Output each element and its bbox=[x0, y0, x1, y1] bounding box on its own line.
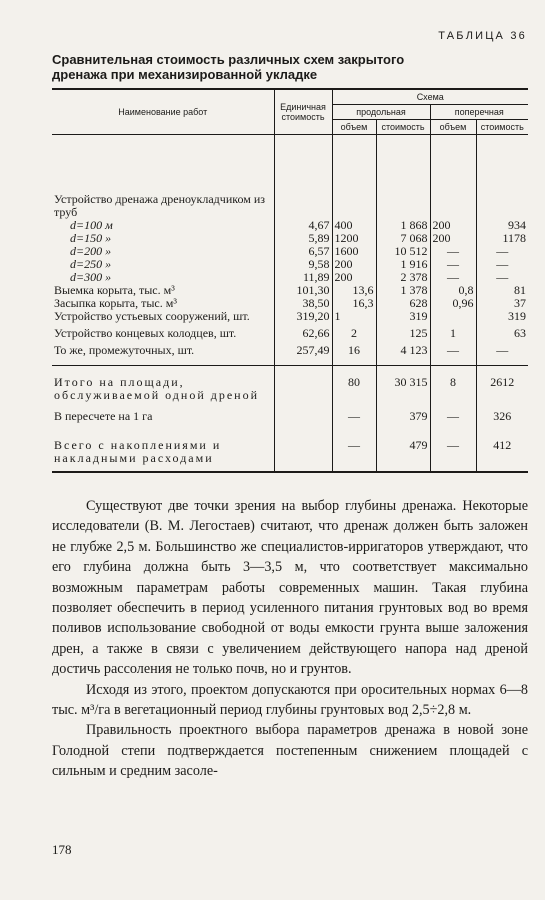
row-long-volume: 2 bbox=[332, 323, 376, 340]
table-total-row bbox=[52, 423, 528, 472]
total-long-cost: 479 bbox=[376, 423, 430, 472]
row-long-volume: 1 bbox=[332, 310, 376, 323]
row-long-volume: 200 bbox=[332, 258, 376, 271]
total-trans-volume: 8 bbox=[430, 366, 476, 403]
header-long-volume: объем bbox=[332, 120, 376, 135]
row-unit-cost: 101,30 bbox=[274, 284, 332, 297]
row-trans-volume: — bbox=[430, 340, 476, 366]
total-long-volume: — bbox=[332, 402, 376, 423]
row-unit-cost: 5,89 bbox=[274, 232, 332, 245]
row-long-cost: 1 916 bbox=[376, 258, 430, 271]
row-name: Устройство устьевых сооружений, шт. bbox=[54, 309, 250, 323]
page-number: 178 bbox=[52, 842, 72, 857]
row-long-cost: 319 bbox=[376, 310, 430, 323]
table-title bbox=[52, 52, 512, 82]
header-trans-volume: объем bbox=[430, 120, 476, 135]
row-long-volume: 16,3 bbox=[332, 297, 376, 310]
table-title-line-1: Сравнительная стоимость различных схем закрытого bbox=[52, 52, 405, 67]
table-total-row bbox=[52, 366, 528, 403]
row-name: d=200 » bbox=[70, 244, 112, 258]
row-long-cost: 10 512 bbox=[376, 245, 430, 258]
total-name: В пересчете на 1 га bbox=[54, 409, 153, 423]
row-long-volume: 400 bbox=[332, 219, 376, 232]
row-long-cost: 125 bbox=[376, 323, 430, 340]
row-trans-cost bbox=[476, 135, 528, 220]
row-long-volume: 1600 bbox=[332, 245, 376, 258]
table-title-line-2: дренажа при механизированной укладке bbox=[52, 67, 318, 82]
row-trans-volume: 0,96 bbox=[430, 297, 476, 310]
total-trans-cost: 2612 bbox=[476, 366, 528, 403]
row-trans-cost: 81 bbox=[476, 284, 528, 297]
row-long-cost: 1 378 bbox=[376, 284, 430, 297]
total-long-volume: 80 bbox=[332, 366, 376, 403]
total-trans-cost: 412 bbox=[476, 423, 528, 472]
table-number-label: ТАБЛИЦА 36 bbox=[438, 30, 527, 42]
total-unit-cost bbox=[274, 423, 332, 472]
row-unit-cost: 11,89 bbox=[274, 271, 332, 284]
total-unit-cost bbox=[274, 366, 332, 403]
table-total-row bbox=[52, 402, 528, 423]
header-longitudinal: продольная bbox=[332, 105, 430, 120]
total-name bbox=[52, 423, 274, 472]
paragraph: Правильность проектного выбора параметров дренажа в новой зоне Голодной степи подтверждается постепенным снижением площадей с сильным и средним засоле- bbox=[52, 722, 528, 780]
header-work-name: Наименование работ bbox=[52, 89, 274, 135]
row-name: Устройство концевых колодцев, шт. bbox=[54, 326, 237, 340]
table-row bbox=[52, 219, 528, 232]
row-unit-cost: 4,67 bbox=[274, 219, 332, 232]
row-long-volume: 1200 bbox=[332, 232, 376, 245]
paragraph: Исходя из этого, проектом допускаются при оросительных нормах 6—8 тыс. м³/га в вегетационный период глубины грунтовых вод 2,5÷2,8 м. bbox=[52, 681, 528, 719]
row-trans-cost: 37 bbox=[476, 297, 528, 310]
total-unit-cost bbox=[274, 402, 332, 423]
row-name: Устройство дренажа дреноукладчиком из труб bbox=[54, 192, 265, 219]
row-trans-volume: 0,8 bbox=[430, 284, 476, 297]
total-long-cost: 30 315 bbox=[376, 366, 430, 403]
row-long-cost: 1 868 bbox=[376, 219, 430, 232]
row-trans-cost: — bbox=[476, 271, 528, 284]
row-name: d=150 » bbox=[70, 231, 112, 245]
row-unit-cost: 9,58 bbox=[274, 258, 332, 271]
row-name: d=100 м bbox=[70, 218, 113, 232]
row-unit-cost: 62,66 bbox=[274, 323, 332, 340]
row-unit-cost: 257,49 bbox=[274, 340, 332, 366]
paragraph: Существуют две точки зрения на выбор глубины дренажа. Некоторые исследователи (В. М. Легостаев) считают, что дренаж должен быть заложен не глубже 2,5 м. Большинство же специалистов-ирригаторов утверждают, что его глубина должна быть 3—3,5 м, что соответствует максимально возможным параметрам работы современных машин. Такая глубина позволяет обеспечить в период усиленного питания грунтовых вод во время поливов использование свободной от воды емкости грунта выше заложения дрен, а также в связи с увеличением действующего напора над дреной достичь рассоления не только почв, но и грунтов. bbox=[52, 498, 528, 678]
row-long-cost bbox=[376, 135, 430, 220]
row-trans-cost: 63 bbox=[476, 323, 528, 340]
row-trans-volume: 200 bbox=[430, 219, 476, 232]
table-row bbox=[52, 340, 528, 366]
row-unit-cost: 38,50 bbox=[274, 297, 332, 310]
row-trans-volume: 200 bbox=[430, 232, 476, 245]
row-name: То же, промежуточных, шт. bbox=[54, 343, 195, 357]
table-row bbox=[52, 135, 528, 220]
row-unit-cost: 319,20 bbox=[274, 310, 332, 323]
row-trans-volume: 1 bbox=[430, 323, 476, 340]
row-trans-cost: — bbox=[476, 245, 528, 258]
row-trans-volume bbox=[430, 135, 476, 220]
total-long-cost: 379 bbox=[376, 402, 430, 423]
table-row bbox=[52, 310, 528, 323]
table-row bbox=[52, 323, 528, 340]
total-trans-volume: — bbox=[430, 423, 476, 472]
row-long-volume bbox=[332, 135, 376, 220]
row-long-cost: 2 378 bbox=[376, 271, 430, 284]
row-name: d=250 » bbox=[70, 257, 112, 271]
row-trans-cost: 319 bbox=[476, 310, 528, 323]
header-transverse: поперечная bbox=[430, 105, 528, 120]
total-trans-volume: — bbox=[430, 402, 476, 423]
row-unit-cost: 6,57 bbox=[274, 245, 332, 258]
row-long-cost: 628 bbox=[376, 297, 430, 310]
header-unit-cost: Единичная стоимость bbox=[274, 89, 332, 135]
total-name-text: Всего с накоплениями и накладными расходами bbox=[54, 438, 222, 465]
row-trans-cost: 934 bbox=[476, 219, 528, 232]
row-trans-cost: 1178 bbox=[476, 232, 528, 245]
row-trans-cost: — bbox=[476, 340, 528, 366]
row-name: Засыпка корыта, тыс. м³ bbox=[54, 296, 177, 310]
total-name bbox=[52, 366, 274, 403]
row-long-cost: 7 068 bbox=[376, 232, 430, 245]
total-long-volume: — bbox=[332, 423, 376, 472]
row-long-volume: 13,6 bbox=[332, 284, 376, 297]
row-trans-volume: — bbox=[430, 245, 476, 258]
cost-comparison-table bbox=[52, 88, 528, 473]
header-long-cost: стоимость bbox=[376, 120, 430, 135]
row-long-cost: 4 123 bbox=[376, 340, 430, 366]
row-long-volume: 16 bbox=[332, 340, 376, 366]
header-scheme: Схема bbox=[332, 89, 528, 105]
header-trans-cost: стоимость bbox=[476, 120, 528, 135]
row-name: d=300 » bbox=[70, 270, 112, 284]
row-long-volume: 200 bbox=[332, 271, 376, 284]
body-text bbox=[52, 496, 528, 782]
total-name-text: Итого на площади, обслуживаемой одной дреной bbox=[54, 375, 260, 402]
row-unit-cost bbox=[274, 135, 332, 220]
row-trans-volume: — bbox=[430, 271, 476, 284]
total-trans-cost: 326 bbox=[476, 402, 528, 423]
row-trans-volume: — bbox=[430, 258, 476, 271]
row-name: Выемка корыта, тыс. м³ bbox=[54, 283, 175, 297]
row-trans-volume bbox=[430, 310, 476, 323]
row-trans-cost: — bbox=[476, 258, 528, 271]
